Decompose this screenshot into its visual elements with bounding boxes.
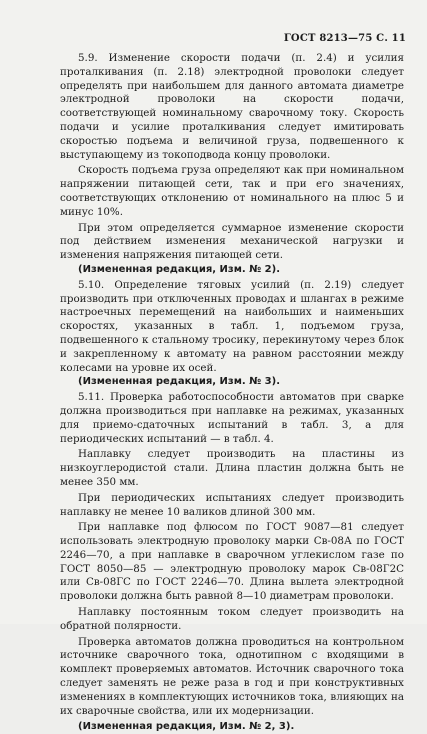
paragraph: Наплавку постоянным током следует производить на обратной полярности. (60, 606, 404, 632)
paragraph: При наплавке под флюсом по ГОСТ 9087—81 следует использовать электродную проволоку марки Св-08А по ГОСТ 2246—70, а при наплавке в сварочном углекислом газе по ГОСТ 8050—85 — электродную проволоку марок Св-08Г2С или Св-08ГС по ГОСТ 2246—70. Длина вылета электродной проволоки должна быть равной 8—10 диаметрам проволоки. (60, 521, 404, 603)
amendment-note: (Измененная редакция, Изм. № 2, 3). (78, 721, 295, 733)
paragraph: Проверка автоматов должна проводиться на контрольном источнике сварочного тока, однотипном с входящими в комплект проверяемых автоматов. Источник сварочного тока следует заменять не реже раза в год и при конструктивных изменениях в комплектующих источников тока, влияющих на их сварочные свойства, или их модернизации. (60, 635, 404, 717)
paragraph: Наплавку следует производить на пластины из низкоуглеродистой стали. Длина пластин должна быть не менее 350 мм. (60, 448, 404, 488)
paragraph: Скорость подъема груза определяют как при номинальном напряжении питающей сети, так и при его значениях, соответствующих отклонению от номинального на плюс 5 и минус 10%. (60, 164, 404, 218)
paragraph-5-10: 5.10. Определение тяговых усилий (п. 2.19) следует производить при отключенных проводах и шлангах в режиме настроечных перемещений на наибольших и наименьших скоростях, указанных в табл. 1, подъемом груза, подвешенного к стальному тросику, перекинутому через блок и закрепленному к автомату на равном расстоянии между колесами на уровне их осей. (60, 278, 404, 374)
paragraph: При этом определяется суммарное изменение скорости под действием изменения механической нагрузки и изменения напряжения питающей сети. (60, 221, 404, 262)
paragraph-5-11: 5.11. Проверка работоспособности автоматов при сварке должна производиться при наплавке на режимах, указанных для приемо-сдаточных испытаний в табл. 3, а для периодических испытаний — в табл. 4. (60, 391, 404, 445)
paragraph: При периодических испытаниях следует производить наплавку не менее 10 валиков длиной 300 мм. (60, 491, 404, 518)
amendment-note: (Измененная редакция, Изм. № 2). (78, 263, 281, 275)
paragraph-5-9: 5.9. Изменение скорости подачи (п. 2.4) и усилия проталкивания (п. 2.18) электродной проволоки следует определять при наибольшем для данного автомата диаметре электродной проволоки на скорости подачи, соответствующей номинальному сварочному току. Скорость подачи и усилие проталкивания следует имитировать скоростью подъема и величиной груза, подвешенного к выступающему из токоподвода концу проволоки. (60, 52, 404, 161)
document-body (60, 52, 404, 734)
amendment-note: (Измененная редакция, Изм. № 3). (78, 376, 281, 388)
page-header: ГОСТ 8213—75 С. 11 (283, 33, 406, 44)
